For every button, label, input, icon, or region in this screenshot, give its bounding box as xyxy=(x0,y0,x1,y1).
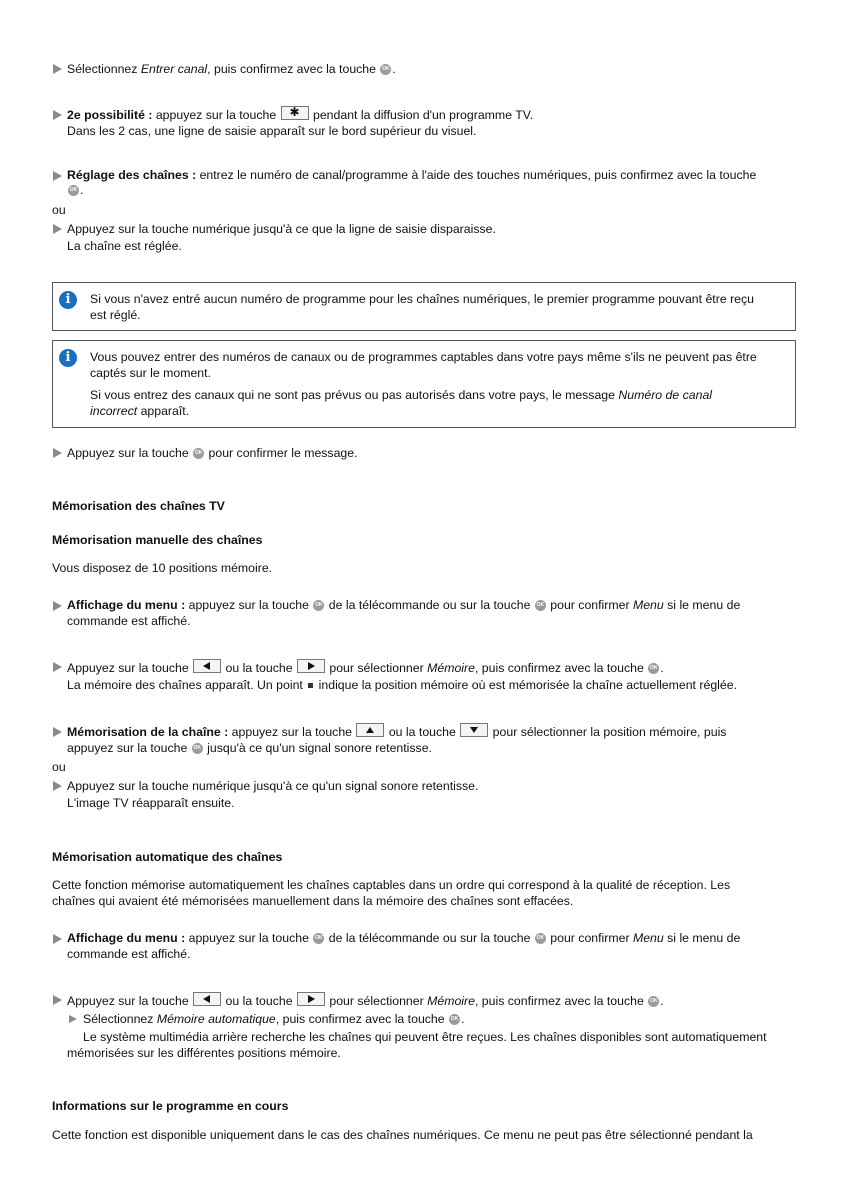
step-select-enter-channel: Sélectionnez Entrer canal, puis confirmez avec la touche OK . xyxy=(67,62,396,76)
bullet-arrow-icon xyxy=(53,662,62,672)
section-heading: Mémorisation des chaînes TV xyxy=(52,499,225,513)
or-separator: ou xyxy=(52,203,66,217)
sub-bullet-arrow-icon xyxy=(69,1015,77,1023)
ok-key-icon: OK xyxy=(648,663,659,674)
bullet-arrow-icon xyxy=(53,781,62,791)
right-key-icon xyxy=(297,659,325,673)
ok-key-icon: OK xyxy=(535,600,546,611)
ok-key-icon: OK xyxy=(380,64,391,75)
step-select-memory: Appuyez sur la touche ou la touche pour sélectionner Mémoire, puis confirmez avec la touche OK . xyxy=(67,661,664,675)
paragraph-text: Cette fonction mémorise automatiquement les chaînes captables dans un ordre qui correspond à la qualité de réception. Les xyxy=(52,878,731,892)
left-key-icon xyxy=(193,659,221,673)
left-key-icon xyxy=(193,992,221,1006)
ok-key-icon: OK xyxy=(313,600,324,611)
note-text: captés sur le moment. xyxy=(90,366,211,380)
step-confirm-message: Appuyez sur la touche OK pour confirmer le message. xyxy=(67,446,358,460)
paragraph-text: La mémoire des chaînes apparaît. Un point indique la position mémoire où est mémorisée la chaîne actuellement réglée. xyxy=(67,678,737,692)
substep-auto-memory: Sélectionnez Mémoire automatique, puis confirmez avec la touche OK . xyxy=(83,1012,465,1026)
step-menu-display: Affichage du menu : appuyez sur la touche OK de la télécommande ou sur la touche OK pour confirmer Menu si le menu de xyxy=(67,598,741,612)
bullet-arrow-icon xyxy=(53,934,62,944)
paragraph-text: OK . xyxy=(69,183,84,197)
section-heading: Mémorisation automatique des chaînes xyxy=(52,850,283,864)
paragraph-text: Le système multimédia arrière recherche les chaînes qui peuvent être reçues. Les chaînes disponibles sont automatiquement xyxy=(83,1030,767,1044)
star-key-icon: ✱ xyxy=(281,106,309,120)
section-heading: Mémorisation manuelle des chaînes xyxy=(52,533,263,547)
ok-key-icon: OK xyxy=(68,185,79,196)
paragraph-text: Cette fonction est disponible uniquement dans le cas des chaînes numériques. Ce menu ne peut pas être sélectionné pendant la xyxy=(52,1128,753,1142)
info-icon: i xyxy=(59,349,77,367)
note-text: Si vous n'avez entré aucun numéro de programme pour les chaînes numériques, le premier programme pouvant être reçu xyxy=(90,292,754,306)
info-note xyxy=(52,282,796,331)
section-heading: Informations sur le programme en cours xyxy=(52,1099,289,1113)
bullet-arrow-icon xyxy=(53,171,62,181)
paragraph-text: La chaîne est réglée. xyxy=(67,239,182,253)
paragraph-text: commande est affiché. xyxy=(67,614,191,628)
down-key-icon xyxy=(460,723,488,737)
bullet-arrow-icon xyxy=(53,995,62,1005)
note-text: Vous pouvez entrer des numéros de canaux ou de programmes captables dans votre pays même s'ils ne peuvent pas être xyxy=(90,350,757,364)
paragraph-text: L'image TV réapparaît ensuite. xyxy=(67,796,235,810)
paragraph-text: Appuyez sur la touche numérique jusqu'à ce qu'un signal sonore retentisse. xyxy=(67,779,479,793)
up-key-icon xyxy=(356,723,384,737)
paragraph-text: chaînes qui avaient été mémorisées manuellement dans la mémoire des chaînes sont effacées. xyxy=(52,894,574,908)
paragraph-text: appuyez sur la touche OK jusqu'à ce qu'un signal sonore retentisse. xyxy=(67,741,432,755)
note-text: est réglé. xyxy=(90,308,141,322)
step-second-option: 2e possibilité : appuyez sur la touche ✱ pendant la diffusion d'un programme TV. xyxy=(67,105,534,122)
bullet-arrow-icon xyxy=(53,110,62,120)
bullet-arrow-icon xyxy=(53,727,62,737)
bullet-arrow-icon xyxy=(53,64,62,74)
memory-dot-icon xyxy=(308,683,313,688)
paragraph-text: Vous disposez de 10 positions mémoire. xyxy=(52,561,273,575)
paragraph-text: mémorisées sur les différentes positions mémoire. xyxy=(67,1046,341,1060)
ok-key-icon: OK xyxy=(449,1014,460,1025)
paragraph-text: Dans les 2 cas, une ligne de saisie apparaît sur le bord supérieur du visuel. xyxy=(67,124,477,138)
step-select-memory: Appuyez sur la touche ou la touche pour sélectionner Mémoire, puis confirmez avec la touche OK . xyxy=(67,994,664,1008)
bullet-arrow-icon xyxy=(53,224,62,234)
ok-key-icon: OK xyxy=(193,448,204,459)
bullet-arrow-icon xyxy=(53,448,62,458)
bullet-arrow-icon xyxy=(53,601,62,611)
step-store-channel: Mémorisation de la chaîne : appuyez sur la touche ou la touche pour sélectionner la position mémoire, puis xyxy=(67,725,727,739)
ok-key-icon: OK xyxy=(313,933,324,944)
paragraph-text: Appuyez sur la touche numérique jusqu'à ce que la ligne de saisie disparaisse. xyxy=(67,222,496,236)
note-text: Si vous entrez des canaux qui ne sont pas prévus ou pas autorisés dans votre pays, le message Numéro de canal xyxy=(90,388,713,402)
ok-key-icon: OK xyxy=(535,933,546,944)
right-key-icon xyxy=(297,992,325,1006)
or-separator: ou xyxy=(52,760,66,774)
paragraph-text: commande est affiché. xyxy=(67,947,191,961)
info-note xyxy=(52,340,796,428)
ok-key-icon: OK xyxy=(192,743,203,754)
note-text: incorrect apparaît. xyxy=(90,404,190,418)
step-channel-setting: Réglage des chaînes : entrez le numéro de canal/programme à l'aide des touches numériques, puis confirmez avec la touche xyxy=(67,168,757,182)
ok-key-icon: OK xyxy=(648,996,659,1007)
info-icon: i xyxy=(59,291,77,309)
step-menu-display: Affichage du menu : appuyez sur la touche OK de la télécommande ou sur la touche OK pour confirmer Menu si le menu de xyxy=(67,931,741,945)
